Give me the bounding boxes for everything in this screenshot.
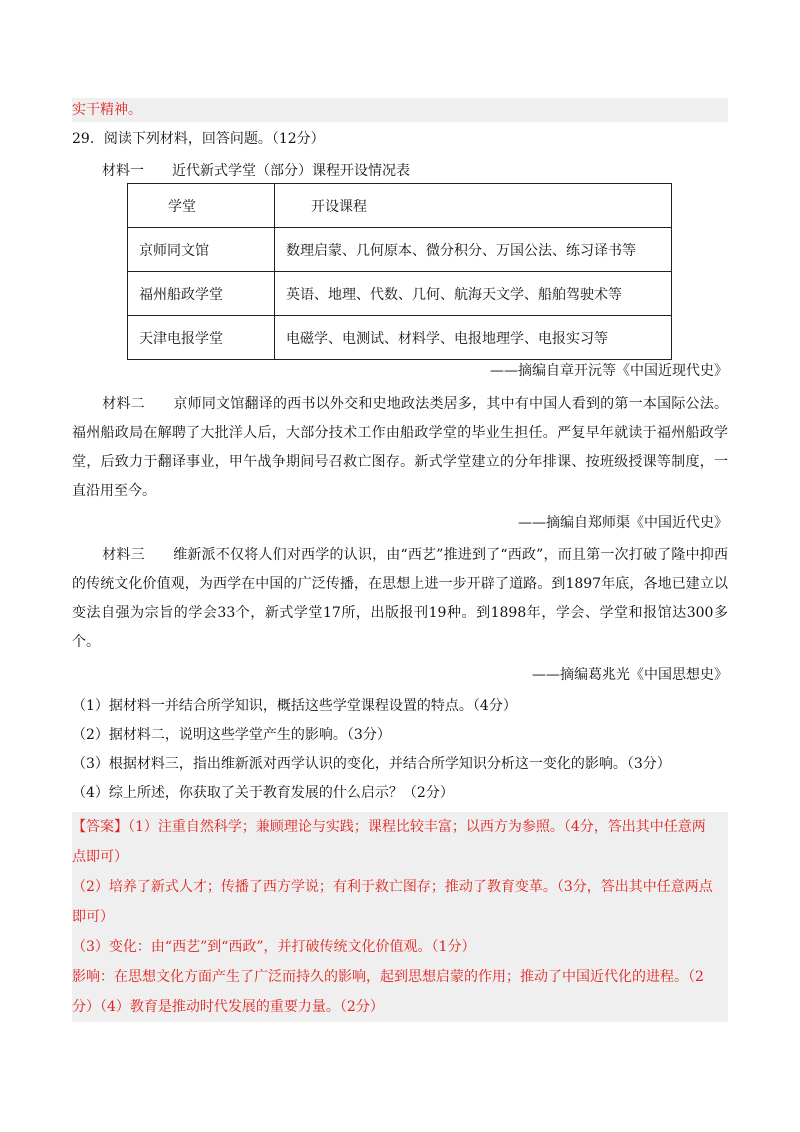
material2-text	[72, 390, 728, 506]
answer-block	[72, 812, 728, 1022]
table-cell-courses: 数理启蒙、几何原本、微分积分、万国公法、练习译书等	[275, 228, 672, 272]
table-cell-school: 福州船政学堂	[128, 272, 275, 316]
previous-answer-tail: 实干精神。	[72, 98, 728, 122]
answer-line: 点即可）	[72, 842, 728, 872]
table-cell-courses: 电磁学、电测试、材料学、电报地理学、电报实习等	[275, 316, 672, 360]
question-title: 29．阅读下列材料，回答问题。（12分）	[72, 131, 325, 147]
material3-text	[72, 541, 728, 657]
material2-source: ——摘编自郑师渠《中国近代史》	[518, 515, 728, 531]
answer-line: 分）（4）教育是推动时代发展的重要力量。（2分）	[72, 992, 728, 1022]
material1-source: ——摘编自章开沅等《中国近现代史》	[490, 363, 728, 379]
sub-question-2: （2）据材料二，说明这些学堂产生的影响。（3分）	[72, 727, 391, 743]
material3-body: 材料三 维新派不仅将人们对西学的认识，由“西艺”推进到了“西政”，而且第一次打破了隆中抑西的传统文化价值观，为西学在中国的广泛传播，在思想上进一步开辟了道路。到1897年底，各地已建立以变法自强为宗旨的学会33个，新式学堂17所，出版报刊19种。到1898年，学会、学堂和报馆达300多个。	[72, 547, 728, 650]
table-row	[128, 272, 672, 316]
course-table	[127, 183, 672, 360]
material1-title: 材料一 近代新式学堂（部分）课程开设情况表	[102, 163, 410, 179]
answer-line: （3）变化：由“西艺”到“西政”，并打破传统文化价值观。（1分）	[72, 932, 728, 962]
sub-question-3: （3）根据材料三，指出维新派对西学认识的变化，并结合所学知识分析这一变化的影响。（3分）	[72, 756, 671, 772]
table-row	[128, 316, 672, 360]
table-header-row	[128, 184, 672, 228]
material3-source: ——摘编葛兆光《中国思想史》	[532, 667, 728, 683]
table-cell-courses: 英语、地理、代数、几何、航海天文学、船舶驾驶术等	[275, 272, 672, 316]
answer-line: 【答案】（1）注重自然科学；兼顾理论与实践；课程比较丰富；以西方为参照。（4分，答出其中任意两	[72, 812, 728, 842]
table-row	[128, 228, 672, 272]
table-header-school: 学堂	[128, 184, 275, 228]
answer-line: （2）培养了新式人才；传播了西方学说；有利于救亡图存；推动了教育变革。（3分，答出其中任意两点	[72, 872, 728, 902]
table-cell-school: 天津电报学堂	[128, 316, 275, 360]
sub-question-4: （4）综上所述，你获取了关于教育发展的什么启示？（2分）	[72, 785, 454, 801]
answer-line: 影响：在思想文化方面产生了广泛而持久的影响，起到思想启蒙的作用；推动了中国近代化的进程。（2	[72, 962, 728, 992]
sub-question-1: （1）据材料一并结合所学知识，概括这些学堂课程设置的特点。（4分）	[72, 698, 517, 714]
table-cell-school: 京师同文馆	[128, 228, 275, 272]
answer-line: 即可）	[72, 902, 728, 932]
material2-body: 材料二 京师同文馆翻译的西书以外交和史地政法类居多，其中有中国人看到的第一本国际公法。福州船政局在解聘了大批洋人后，大部分技术工作由船政学堂的毕业生担任。严复早年就读于福州船政学堂，后致力于翻译事业，甲午战争期间号召救亡图存。新式学堂建立的分年排课、按班级授课等制度，一直沿用至今。	[72, 396, 728, 499]
table-header-courses: 开设课程	[275, 184, 672, 228]
